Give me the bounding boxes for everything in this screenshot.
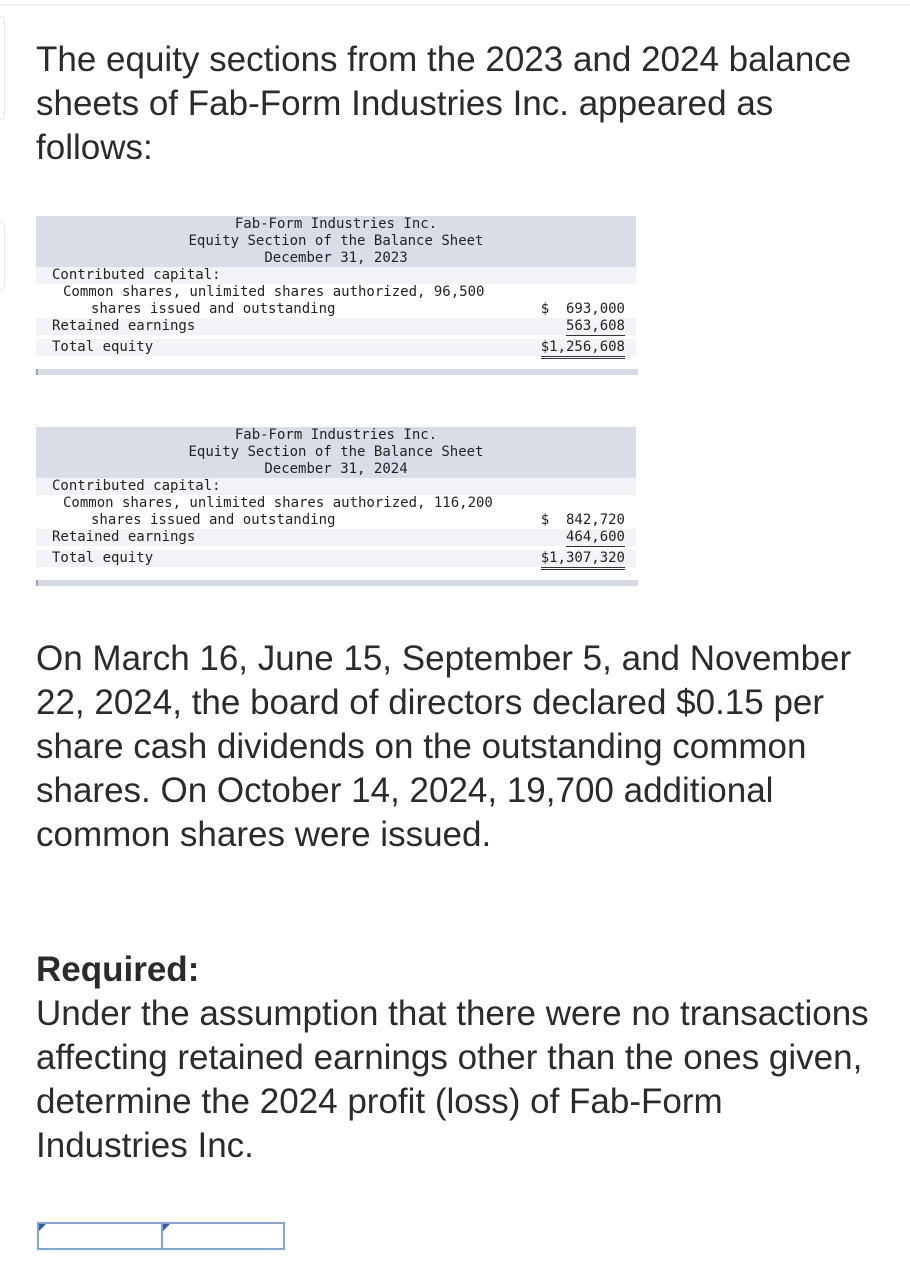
common-shares-row	[36, 284, 636, 301]
common-shares-row-cont	[36, 512, 636, 529]
retained-earnings-label: Retained earnings	[52, 529, 196, 545]
dropdown-marker-icon	[39, 1224, 46, 1231]
common-shares-label-cont: shares issued and outstanding	[91, 512, 336, 528]
total-equity-amount: $1,307,320	[541, 550, 625, 570]
retained-earnings-row	[36, 318, 636, 335]
contributed-capital-label: Contributed capital:	[52, 478, 221, 494]
total-equity-amount: $1,256,608	[541, 339, 625, 359]
required-text: Under the assumption that there were no transactions affecting retained earnings other than the ones given, determine the 2024 profit (loss) of Fab-Form Industries Inc.	[36, 994, 869, 1165]
common-shares-amount: $ 693,000	[540, 301, 625, 317]
company-name: Fab-Form Industries Inc.	[234, 427, 438, 443]
table-scrollbar[interactable]	[36, 369, 638, 375]
dropdown-marker-icon	[163, 1224, 170, 1231]
total-equity-label: Total equity	[52, 550, 154, 566]
retained-earnings-row	[36, 529, 636, 546]
problem-text: On March 16, June 15, September 5, and November 22, 2024, the board of directors declared $0.15 per share cash dividends on the outstanding common shares. On October 14, 2024, 19,700 additional common shares were issued.	[36, 639, 852, 854]
top-divider	[0, 4, 910, 6]
sheet-header	[36, 216, 636, 267]
total-equity-label: Total equity	[52, 339, 154, 355]
retained-earnings-amount: 464,600	[565, 529, 625, 545]
left-edge-tab	[0, 16, 5, 120]
company-name: Fab-Form Industries Inc.	[234, 216, 438, 232]
sheet-header	[36, 427, 636, 478]
sheet-title: Equity Section of the Balance Sheet	[188, 233, 484, 249]
contributed-capital-label: Contributed capital:	[52, 267, 221, 283]
contributed-capital-row	[36, 267, 636, 284]
equity-section-2023	[36, 216, 636, 356]
answer-input-label-cell[interactable]	[39, 1224, 163, 1248]
required-heading: Required:	[36, 950, 200, 989]
total-equity-row	[36, 550, 636, 567]
common-shares-row	[36, 495, 636, 512]
retained-earnings-amount: 563,608	[565, 318, 625, 334]
common-shares-label-cont: shares issued and outstanding	[91, 301, 336, 317]
common-shares-label: Common shares, unlimited shares authorized, 116,200	[63, 495, 493, 511]
sheet-date: December 31, 2024	[264, 461, 408, 477]
total-equity-row	[36, 339, 636, 356]
retained-earnings-label: Retained earnings	[52, 318, 196, 334]
answer-input-amount-cell[interactable]	[163, 1224, 283, 1248]
equity-section-2024	[36, 427, 636, 567]
contributed-capital-row	[36, 478, 636, 495]
sheet-date: December 31, 2023	[264, 250, 408, 266]
common-shares-row-cont	[36, 301, 636, 318]
table-scrollbar[interactable]	[36, 580, 638, 586]
left-edge-tab	[0, 222, 5, 290]
intro-text: The equity sections from the 2023 and 2024 balance sheets of Fab-Form Industries Inc. appeared as follows:	[36, 40, 852, 167]
sheet-title: Equity Section of the Balance Sheet	[188, 444, 484, 460]
common-shares-amount: $ 842,720	[540, 512, 625, 528]
answer-input-row	[37, 1222, 285, 1250]
common-shares-label: Common shares, unlimited shares authorized, 96,500	[63, 284, 485, 300]
